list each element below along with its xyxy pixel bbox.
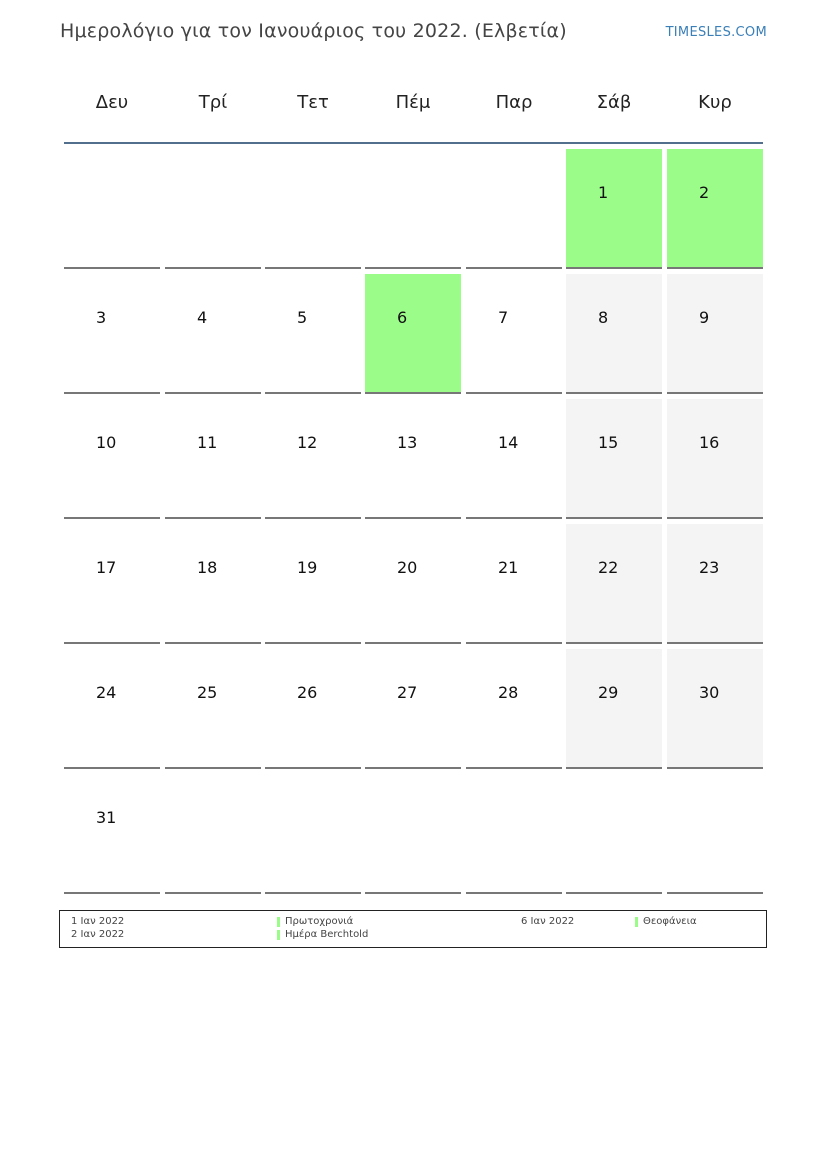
day-number: 25 xyxy=(197,683,218,702)
day-cell xyxy=(466,649,562,769)
day-cell xyxy=(466,399,562,519)
day-number: 4 xyxy=(197,308,208,327)
page-title: Ημερολόγιο για τον Ιανουάριος του 2022. (Ελβετία) xyxy=(60,20,567,42)
day-number: 12 xyxy=(297,433,318,452)
holiday-legend xyxy=(59,910,767,948)
day-cell xyxy=(265,524,361,644)
day-number: 19 xyxy=(297,558,318,577)
legend-color-swatch xyxy=(277,930,280,940)
day-cell xyxy=(165,524,261,644)
day-number: 21 xyxy=(498,558,519,577)
empty-day-cell xyxy=(466,774,562,894)
day-number: 27 xyxy=(397,683,418,702)
holiday-day-cell xyxy=(667,149,763,269)
weekend-day-cell xyxy=(566,274,662,394)
holiday-day-cell xyxy=(566,149,662,269)
day-number: 7 xyxy=(498,308,509,327)
day-number: 31 xyxy=(96,808,117,827)
empty-day-cell xyxy=(265,774,361,894)
day-number: 1 xyxy=(598,183,609,202)
empty-day-cell xyxy=(165,149,261,269)
weekend-day-cell xyxy=(566,399,662,519)
day-number: 11 xyxy=(197,433,218,452)
weekend-day-cell xyxy=(667,399,763,519)
day-cell xyxy=(165,274,261,394)
legend-date: 1 Ιαν 2022 xyxy=(71,916,125,927)
day-cell xyxy=(466,524,562,644)
weekend-day-cell xyxy=(667,649,763,769)
day-number: 23 xyxy=(699,558,720,577)
day-number: 28 xyxy=(498,683,519,702)
day-number: 9 xyxy=(699,308,710,327)
weekday-label: Παρ xyxy=(495,92,533,113)
empty-day-cell xyxy=(365,149,461,269)
legend-color-swatch xyxy=(277,917,280,927)
day-number: 15 xyxy=(598,433,619,452)
weekend-day-cell xyxy=(566,524,662,644)
day-number: 6 xyxy=(397,308,408,327)
day-number: 30 xyxy=(699,683,720,702)
empty-day-cell xyxy=(265,149,361,269)
day-cell xyxy=(64,399,160,519)
day-cell xyxy=(64,524,160,644)
weekend-day-cell xyxy=(667,524,763,644)
day-number: 18 xyxy=(197,558,218,577)
day-cell xyxy=(365,524,461,644)
header-divider xyxy=(64,142,763,144)
weekend-day-cell xyxy=(667,274,763,394)
weekday-label: Πέμ xyxy=(395,92,431,113)
day-cell xyxy=(165,399,261,519)
day-number: 20 xyxy=(397,558,418,577)
weekday-label: Τρί xyxy=(198,92,228,113)
legend-holiday-name: Θεοφάνεια xyxy=(643,916,697,927)
day-number: 8 xyxy=(598,308,609,327)
empty-day-cell xyxy=(165,774,261,894)
day-cell xyxy=(365,399,461,519)
day-cell xyxy=(265,649,361,769)
day-number: 29 xyxy=(598,683,619,702)
weekend-day-cell xyxy=(566,649,662,769)
day-number: 10 xyxy=(96,433,117,452)
day-cell xyxy=(466,274,562,394)
day-cell xyxy=(64,774,160,894)
day-cell xyxy=(64,274,160,394)
day-number: 5 xyxy=(297,308,308,327)
empty-day-cell xyxy=(64,149,160,269)
legend-color-swatch xyxy=(635,917,638,927)
day-number: 16 xyxy=(699,433,720,452)
weekday-label: Τετ xyxy=(297,92,329,113)
day-number: 2 xyxy=(699,183,710,202)
day-cell xyxy=(365,649,461,769)
holiday-day-cell xyxy=(365,274,461,394)
empty-day-cell xyxy=(566,774,662,894)
legend-holiday-name: Πρωτοχρονιά xyxy=(285,916,354,927)
empty-day-cell xyxy=(667,774,763,894)
day-cell xyxy=(165,649,261,769)
day-cell xyxy=(265,399,361,519)
day-number: 14 xyxy=(498,433,519,452)
weekday-label: Κυρ xyxy=(698,92,732,113)
legend-holiday-name: Ημέρα Berchtold xyxy=(285,929,369,940)
day-number: 17 xyxy=(96,558,117,577)
day-cell xyxy=(64,649,160,769)
day-number: 24 xyxy=(96,683,117,702)
day-number: 3 xyxy=(96,308,107,327)
site-link[interactable]: TIMESLES.COM xyxy=(665,25,767,40)
empty-day-cell xyxy=(365,774,461,894)
empty-day-cell xyxy=(466,149,562,269)
day-cell xyxy=(265,274,361,394)
weekday-label: Σάβ xyxy=(596,92,632,113)
day-number: 26 xyxy=(297,683,318,702)
day-number: 22 xyxy=(598,558,619,577)
day-number: 13 xyxy=(397,433,418,452)
weekday-label: Δευ xyxy=(95,92,129,113)
legend-date: 2 Ιαν 2022 xyxy=(71,929,125,940)
legend-date: 6 Ιαν 2022 xyxy=(521,916,575,927)
